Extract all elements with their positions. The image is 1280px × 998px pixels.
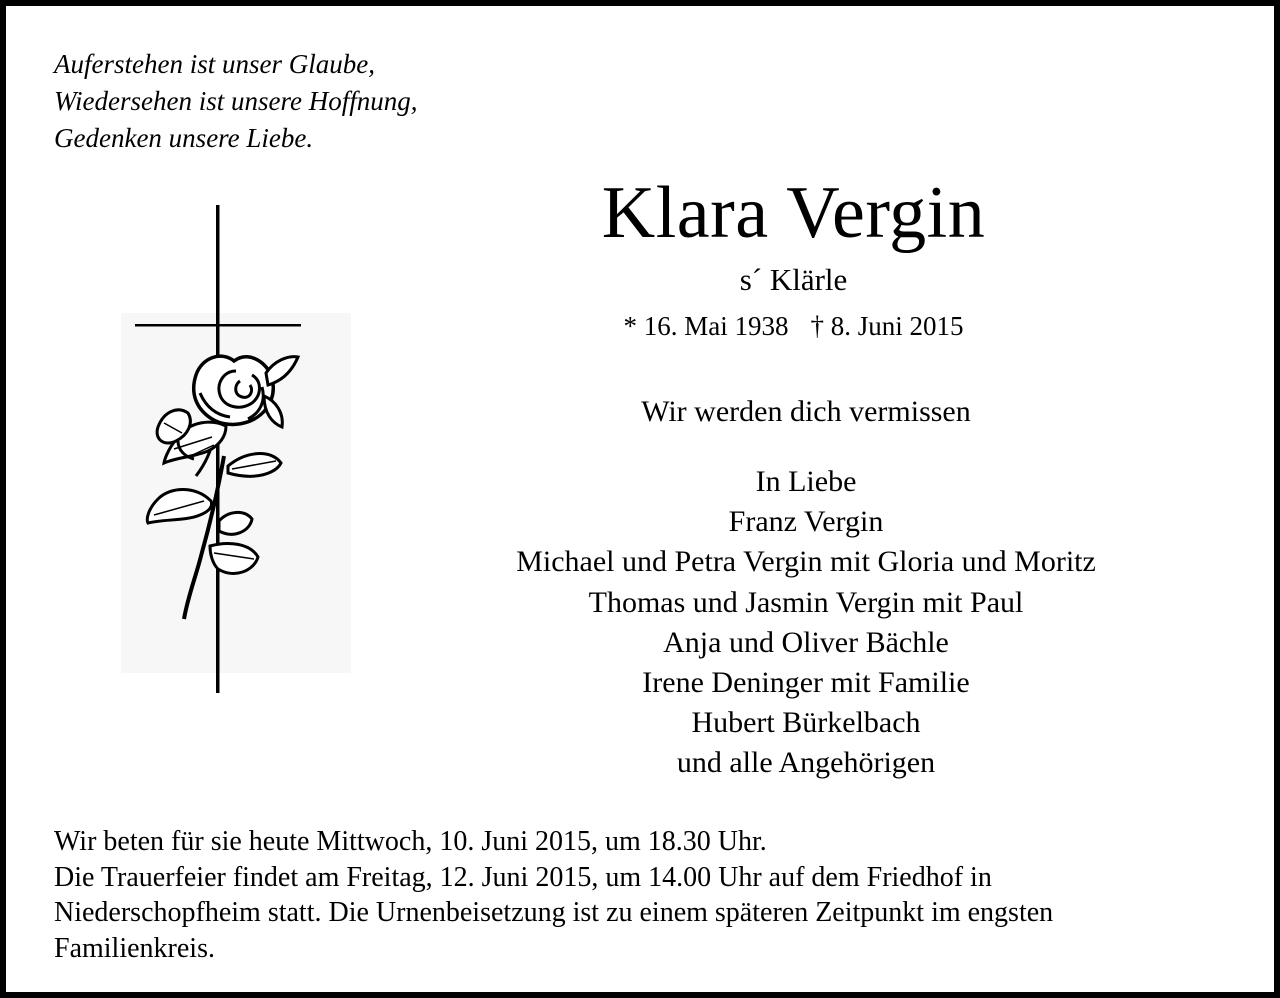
- mourner-line: Franz Vergin: [728, 505, 884, 539]
- service-line: Wir beten für sie heute Mittwoch, 10. Juni 2015, um 18.30 Uhr.: [54, 826, 767, 857]
- life-dates: [456, 308, 1131, 344]
- service-line: Die Trauerfeier findet am Freitag, 12. Juni 2015, um 14.00 Uhr auf dem Friedhof in: [54, 861, 992, 893]
- service-info: [54, 824, 1254, 966]
- mourner-line: Hubert Bürkelbach: [691, 706, 921, 740]
- mourner-line: Thomas und Jasmin Vergin mit Paul: [588, 585, 1024, 619]
- farewell-message: Wir werden dich vermissen: [641, 395, 971, 428]
- mourner-line: Anja und Oliver Bächle: [663, 625, 949, 659]
- verse: [54, 46, 417, 157]
- mourners-list: [446, 462, 1166, 784]
- death-date: † 8. Juni 2015: [810, 311, 964, 341]
- mourner-line: Irene Deninger mit Familie: [642, 666, 970, 700]
- service-line: Familienkreis.: [54, 932, 215, 964]
- cross-rose-emblem: [116, 201, 356, 701]
- verse-line: Auferstehen ist unser Glaube,: [54, 49, 375, 79]
- verse-line: Gedenken unsere Liebe.: [54, 123, 314, 153]
- deceased-nickname: s´ Klärle: [739, 262, 848, 297]
- mourner-line: und alle Angehörigen: [676, 746, 936, 780]
- mourner-line: Michael und Petra Vergin mit Gloria und Moritz: [516, 545, 1096, 579]
- mourner-line: In Liebe: [755, 465, 857, 498]
- service-line: Niederschopfheim statt. Die Urnenbeisetzung ist zu einem späteren Zeitpunkt im engsten: [54, 897, 1054, 928]
- deceased-name: Klara Vergin: [601, 172, 986, 254]
- verse-line: Wiedersehen ist unsere Hoffnung,: [54, 86, 418, 116]
- birth-date: * 16. Mai 1938: [623, 311, 789, 341]
